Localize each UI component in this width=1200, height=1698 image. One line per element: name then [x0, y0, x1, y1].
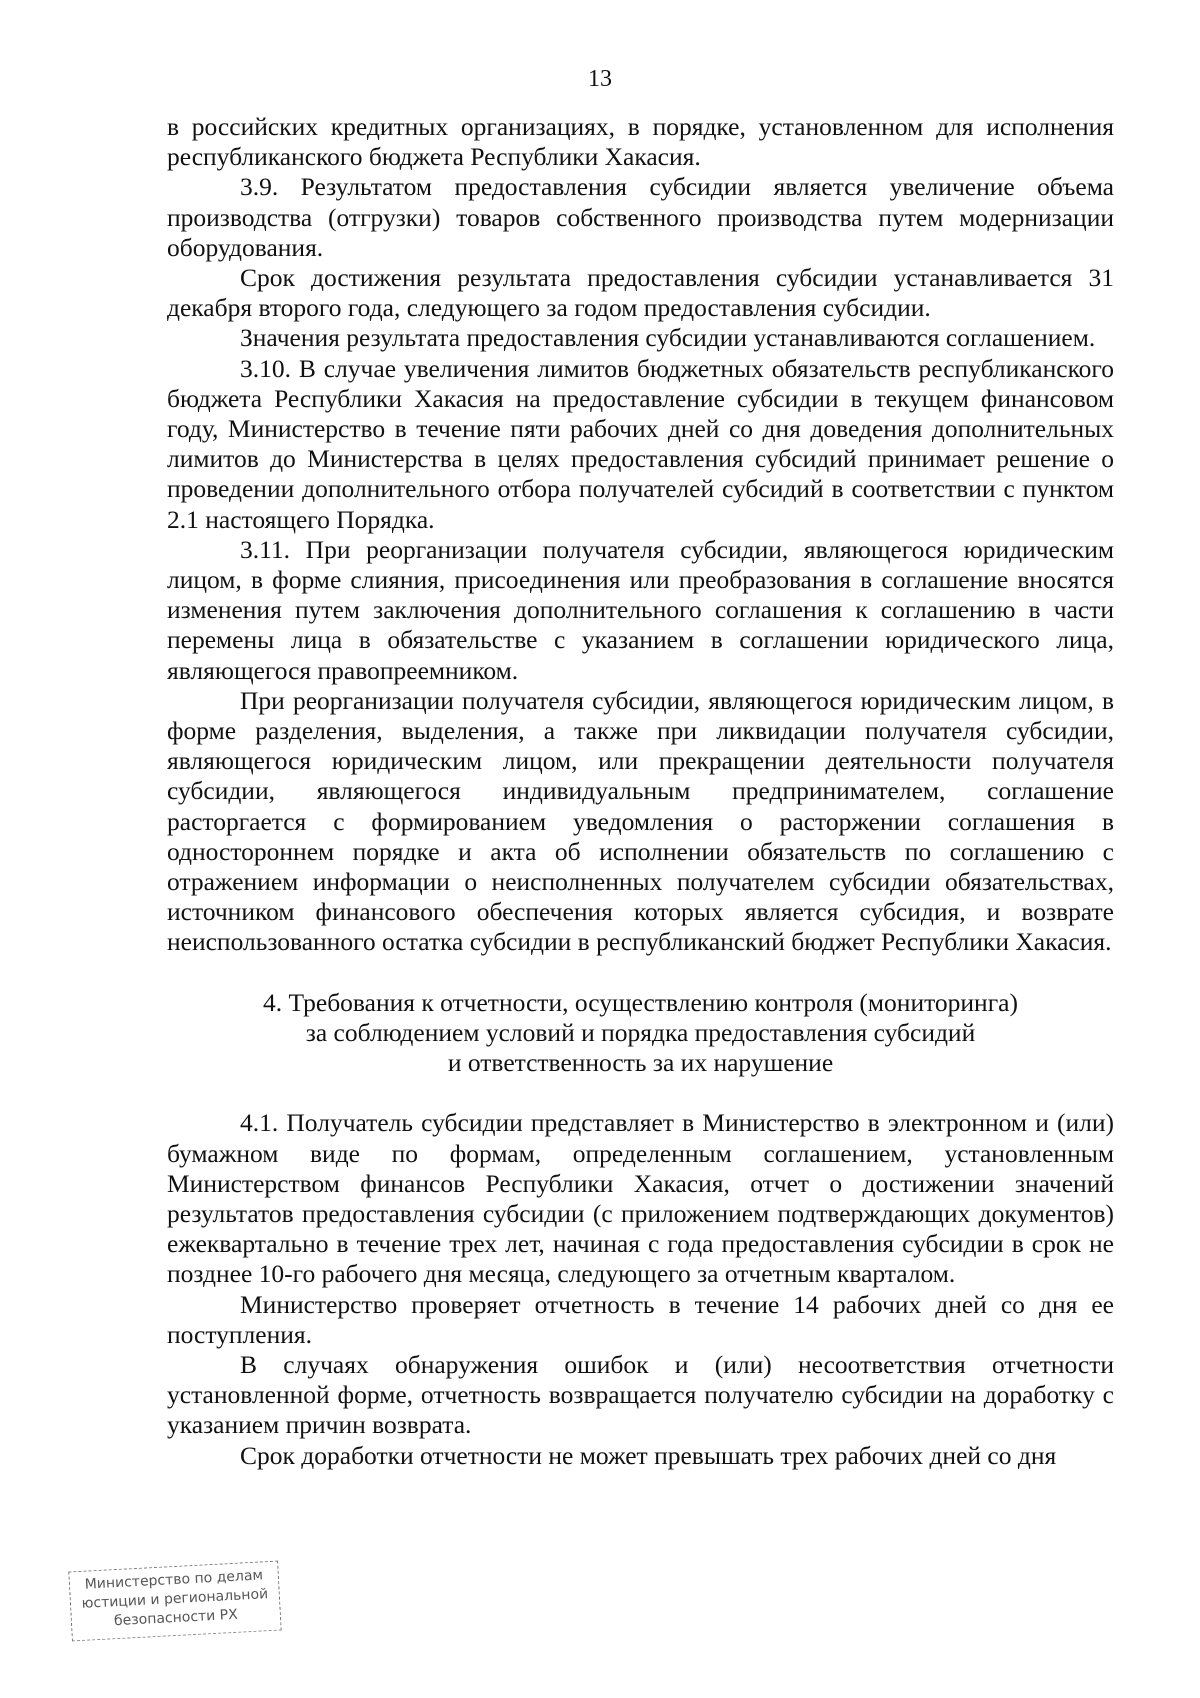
paragraph: В случаях обнаружения ошибок и (или) несоответствия отчетности установленной форме, отчетность возвращается получателю субсидии на доработку с указанием причин возврата.	[167, 1349, 1114, 1440]
paragraph: в российских кредитных организациях, в порядке, установленном для исполнения республиканского бюджета Республики Хакасия.	[167, 112, 1114, 172]
section-heading-line: за соблюдением условий и порядка предоставления субсидий	[305, 1017, 976, 1047]
page-number: 13	[588, 66, 612, 92]
section-heading	[167, 988, 1114, 1079]
paragraph: Значения результата предоставления субсидии устанавливаются соглашением.	[240, 323, 1096, 353]
paragraph: 3.11. При реорганизации получателя субсидии, являющегося юридическим лицом, в форме слияния, присоединения или преобразования в соглашение вносятся изменения путем заключения дополнительного соглашения к соглашению в части перемены лица в обязательстве с указанием в соглашении юридического лица, являющегося правопреемником.	[167, 534, 1114, 685]
paragraph: При реорганизации получателя субсидии, являющегося юридическим лицом, в форме разделения, выделения, а также при ликвидации получателя субсидии, являющегося юридическим лицом, или прекращении деятельности получателя субсидии, являющегося индивидуальным предпринимателем, соглашение расторгается с формированием уведомления о расторжении соглашения в одностороннем порядке и акта об исполнении обязательств по соглашению с отражением информации о неисполненных получателем субсидии обязательствах, источником финансового обеспечения которых является субсидия, и возврате неиспользованного остатка субсидии в республиканский бюджет Республики Хакасия.	[167, 685, 1114, 957]
paragraph: Министерство проверяет отчетность в течение 14 рабочих дней со дня ее поступления.	[167, 1289, 1114, 1349]
paragraph: 3.9. Результатом предоставления субсидии является увеличение объема производства (отгрузки) товаров собственного производства путем модернизации оборудования.	[167, 172, 1114, 262]
document-body	[167, 112, 1114, 1471]
paragraph: Срок достижения результата предоставления субсидии устанавливается 31 декабря второго года, следующего за годом предоставления субсидии.	[167, 263, 1114, 323]
registration-stamp	[68, 1561, 281, 1642]
paragraph: 4.1. Получатель субсидии представляет в Министерство в электронном и (или) бумажном виде по формам, определенным соглашением, установленным Министерством финансов Республики Хакасия, отчет о достижении значений результатов предоставления субсидии (с приложением подтверждающих документов) ежеквартально в течение трех лет, начиная с года предоставления субсидии в срок не позднее 10-го рабочего дня месяца, следующего за отчетным кварталом.	[167, 1108, 1114, 1289]
stamp-line: юстиции и региональной	[81, 1586, 269, 1612]
paragraph: Срок доработки отчетности не может превышать трех рабочих дней со дня	[240, 1440, 1057, 1470]
section-heading-line: и ответственность за их нарушение	[447, 1048, 834, 1078]
stamp-line: безопасности РХ	[113, 1606, 239, 1630]
paragraph: 3.10. В случае увеличения лимитов бюджетных обязательств республиканского бюджета Республики Хакасия на предоставление субсидии в текущем финансовом году, Министерство в течение пяти рабочих дней со дня доведения дополнительных лимитов до Министерства в целях предоставления субсидий принимает решение о проведении дополнительного отбора получателей субсидий в соответствии с пунктом 2.1 настоящего Порядка.	[167, 353, 1114, 534]
stamp-line: Министерство по делам	[84, 1567, 264, 1593]
section-heading-line: 4. Требования к отчетности, осуществлению контроля (мониторинга)	[263, 987, 1018, 1017]
